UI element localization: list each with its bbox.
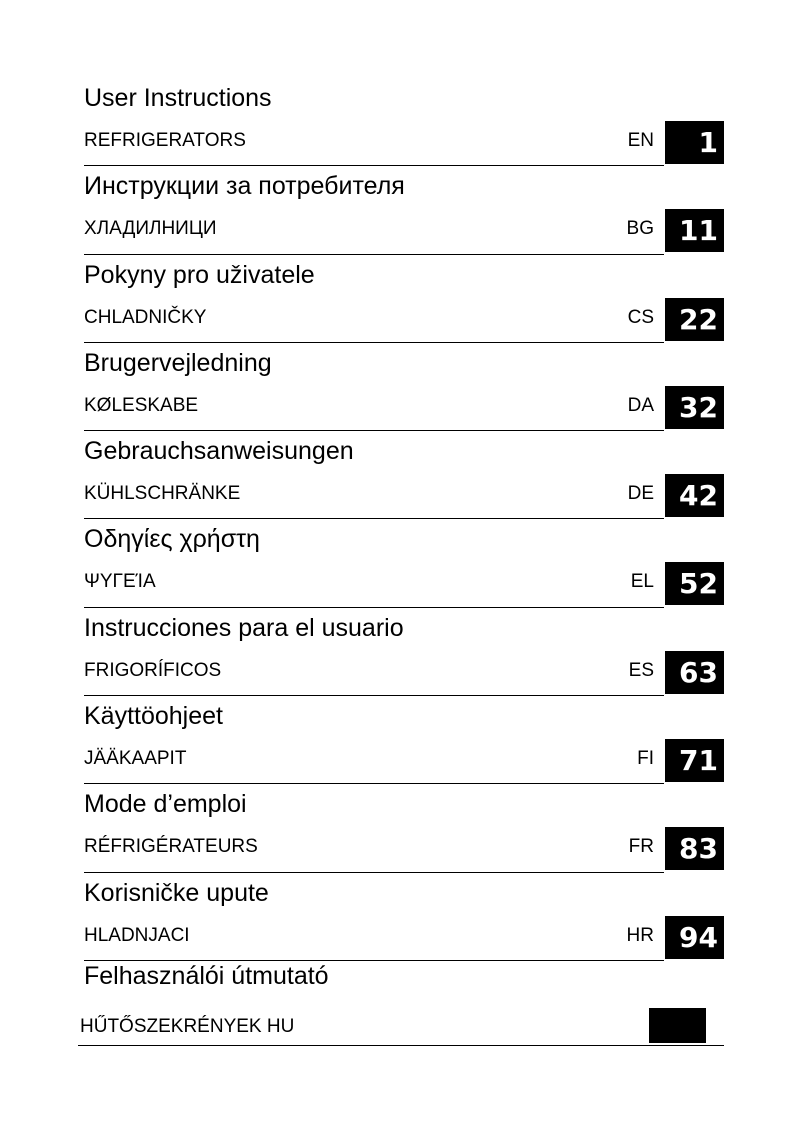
product-name: CHLADNIČKY [84,306,207,328]
manual-title: Gebrauchsanweisungen [84,437,354,466]
toc-entry-hu [78,960,724,1046]
page-number-box: 32 [665,386,724,429]
page-number-box: 83 [665,827,724,870]
product-name: HŰTŐSZEKRÉNYEK HU [80,1016,295,1037]
manual-title: Mode d’emploi [84,790,247,819]
product-name: FRIGORÍFICOS [84,659,222,681]
toc-entry [84,166,724,254]
toc-entry [84,519,724,607]
language-code: HR [626,924,654,946]
page-number-box: 52 [665,562,724,605]
page-number-box: 71 [665,739,724,782]
toc-entry [84,696,724,784]
language-code: CS [627,306,654,328]
product-name: ХЛАДИЛНИЦИ [84,218,217,240]
page-number-box [649,1008,706,1043]
page-number-box: 94 [665,916,724,959]
manual-title: Οδηγίες χρήστη [84,525,260,554]
toc-entry [84,78,724,166]
product-name: KØLESKABE [84,394,199,416]
toc-entry [84,343,724,431]
page-number-box: 42 [665,474,724,517]
toc-entry [84,431,724,519]
manual-title: Brugervejledning [84,348,272,377]
page-number-box: 11 [665,209,724,252]
manual-title: Felhasználói útmutató [84,962,329,990]
product-name: KÜHLSCHRÄNKE [84,483,241,505]
language-code: FR [628,836,654,858]
language-code: DE [627,483,654,505]
product-name: JÄÄKAAPIT [84,748,187,770]
page-number-box: 22 [665,298,724,341]
product-name: REFRIGERATORS [84,130,246,151]
manual-title: Korisničke upute [84,878,269,907]
product-name: HLADNJACI [84,924,190,946]
manual-title: Pokyny pro uživatele [84,260,315,289]
language-code: BG [626,218,654,240]
product-name: RÉFRIGÉRATEURS [84,836,258,858]
manual-title: Instrucciones para el usuario [84,613,404,642]
manual-title: Käyttöohjeet [84,702,223,731]
manual-title: User Instructions [84,84,272,112]
language-code: FI [637,748,654,770]
language-code: EN [627,130,654,151]
toc-entry [84,873,724,961]
manual-title: Инструкции за потребителя [84,172,405,201]
toc-entry [84,255,724,343]
table-of-contents [84,78,724,961]
toc-entry [84,608,724,696]
toc-entry [84,784,724,872]
page-number-box: 63 [665,651,724,694]
page-number-box: 1 [665,121,724,164]
language-code: DA [627,394,654,416]
divider [78,1045,724,1046]
language-code: EL [630,571,654,593]
product-name: ΨΥΓΕΊΑ [84,571,156,593]
language-code: ES [628,659,654,681]
